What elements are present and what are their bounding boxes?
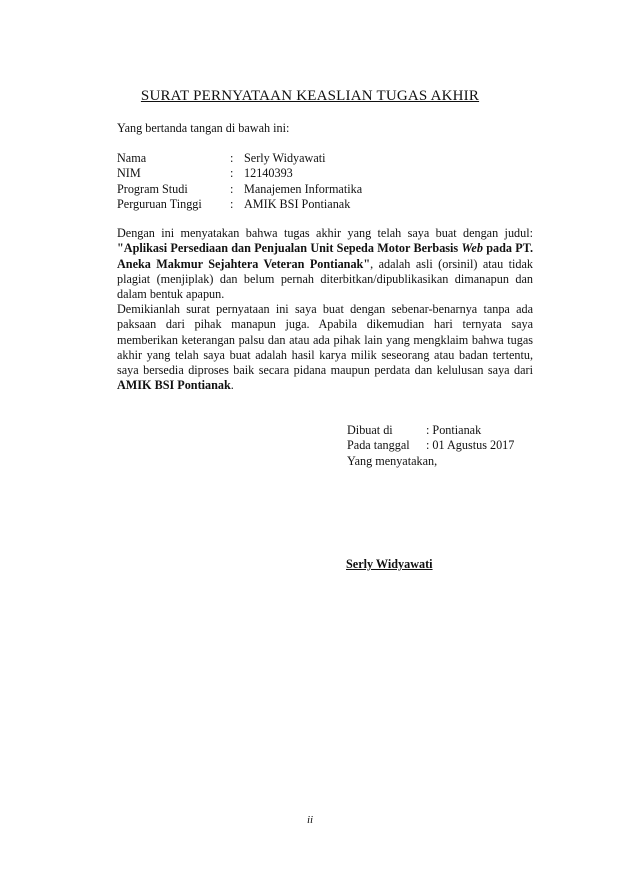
place-value: : Pontianak: [426, 423, 482, 437]
field-label: Nama: [117, 151, 147, 165]
field-colon: :: [230, 196, 234, 211]
field-value: AMIK BSI Pontianak: [244, 196, 351, 211]
statement-tail: , adalah asli (orsinil) atau tidak plagiat (menjiplak) dan belum pernah diterbitkan/dipublikasikan dimanapun dan dalam bentuk apapun.: [117, 256, 533, 302]
field-program-studi: [117, 182, 533, 197]
thesis-title-web: Web: [461, 241, 483, 256]
place-row: [347, 423, 547, 438]
field-value: Serly Widyawati: [244, 151, 326, 165]
field-name: [117, 151, 533, 166]
field-nim: [117, 166, 533, 181]
declaration-paragraph: [117, 302, 533, 394]
statement-lead: Dengan ini menyatakan bahwa tugas akhir yang telah saya buat dengan judul:: [117, 226, 533, 240]
intro-text: Yang bertanda tangan di bawah ini:: [117, 121, 290, 135]
place-label: Dibuat di: [347, 423, 393, 437]
page-number: ii: [306, 814, 314, 826]
field-value: 12140393: [244, 166, 293, 181]
field-colon: :: [230, 181, 234, 196]
signer-name: Serly Widyawati: [346, 557, 433, 571]
closing-row: [347, 454, 547, 469]
date-label: Pada tanggal: [347, 438, 410, 453]
field-label: NIM: [117, 166, 141, 181]
statement-paragraph: [117, 226, 533, 302]
date-value: : 01 Agustus 2017: [426, 438, 515, 453]
field-colon: :: [230, 151, 234, 165]
declaration-period: .: [230, 378, 234, 393]
date-row: [347, 438, 547, 453]
signature-block: [347, 423, 547, 469]
thesis-title-part2: pada PT. Aneka Makmur Sejahtera Veteran Pontianak": [117, 241, 533, 271]
thesis-title-part1: "Aplikasi Persediaan dan Penjualan Unit Sepeda Motor Berbasis: [117, 241, 459, 256]
identity-fields: [117, 151, 533, 212]
declaration-text: Demikianlah surat pernyataan ini saya buat dengan sebenar-benarnya tanpa ada paksaan dari pihak manapun juga. Apabila dikemudian hari ternyata saya memberikan keterangan palsu dan atau ada pihak lain yang mengklaim bahwa tugas akhir yang telah saya buat adalah hasil karya milik seseorang atau badan tertentu, saya bersedia diproses baik secara pidana maupun perdata dan kelulusan saya dari: [117, 302, 533, 378]
field-value: Manajemen Informatika: [244, 181, 363, 196]
field-perguruan-tinggi: [117, 197, 533, 212]
field-colon: :: [230, 166, 234, 181]
institution-name: AMIK BSI Pontianak: [117, 378, 231, 393]
field-label: Program Studi: [117, 181, 188, 196]
field-label: Perguruan Tinggi: [117, 196, 202, 211]
closing-text: Yang menyatakan,: [347, 453, 438, 468]
document-title: SURAT PERNYATAAN KEASLIAN TUGAS AKHIR: [140, 88, 480, 104]
